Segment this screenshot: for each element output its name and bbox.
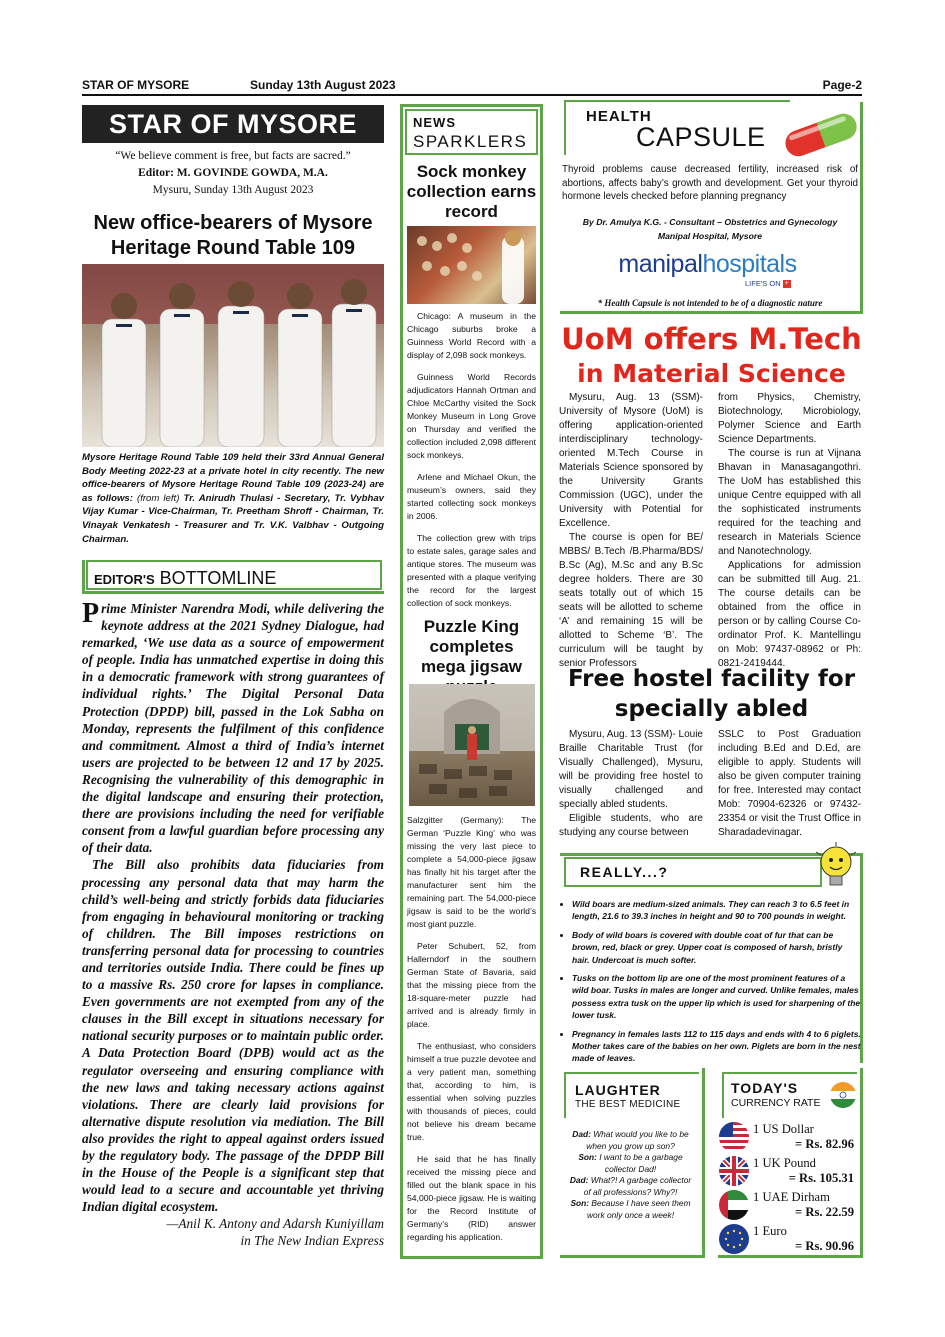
currency-label: TODAY'S xyxy=(731,1080,799,1096)
sparklers-label-box xyxy=(405,109,538,155)
editorial-label-editors: EDITOR'S xyxy=(94,572,155,587)
currency-row-eur xyxy=(718,1223,858,1257)
masthead-info xyxy=(82,148,384,199)
currency-value: = Rs. 82.96 xyxy=(795,1137,854,1151)
lead-caption-from-left: (from left) xyxy=(137,492,180,504)
editorial-dropcap: P xyxy=(82,598,100,629)
sparklers-label-news: NEWS xyxy=(413,115,456,130)
joke-text: What?! A garbage collector of all professions? Why?! xyxy=(583,1175,692,1197)
masthead-editor: Editor: M. GOVINDE GOWDA, M.A. xyxy=(138,167,328,179)
health-byline-hospital: Manipal Hospital, Mysore xyxy=(657,230,763,241)
header-page-number: Page-2 xyxy=(822,78,862,92)
uom-headline-1: UoM offers M.Tech xyxy=(561,322,862,356)
joke-line xyxy=(568,1129,693,1152)
page-header xyxy=(82,76,862,96)
india-flag-icon xyxy=(830,1082,856,1108)
really-item: • Wild boars are medium-sized animals. They can reach 3 to 6.5 feet in length, 21.6 to 39.3 inches in height and 90 to 700 pounds in weight. xyxy=(572,898,862,923)
currency-name: 1 UK Pound xyxy=(753,1156,816,1170)
masthead-motto: “We believe comment is free, but facts are sacred.” xyxy=(115,150,351,162)
hostel-column-2 xyxy=(718,728,861,840)
editorial-label xyxy=(94,568,276,589)
lead-photo xyxy=(82,264,384,447)
us-flag-icon xyxy=(719,1122,749,1152)
sock-story-body xyxy=(407,310,536,619)
joke-text: What would you like to be when you grow up son? xyxy=(586,1129,689,1151)
laughter-sublabel: THE BEST MEDICINE xyxy=(575,1099,681,1110)
plus-icon: + xyxy=(784,280,789,288)
sock-paragraph-1: Chicago: A museum in the Chicago suburbs broke a Guinness World Record with a display of 2,098 sock monkeys. xyxy=(407,311,536,360)
really-label: REALLY...? xyxy=(580,864,669,880)
sock-monkey-illustration xyxy=(407,226,536,304)
uom-paragraph-4: The course is run at Vijnana Bhavan in Manasagangothri. The UoM has established this unique Centre equipped with all the sophisticated instruments required for the teaching and research in Materials Science and Nanotechnology. xyxy=(718,448,861,557)
health-label-health: HEALTH xyxy=(586,108,652,125)
uom-column-1 xyxy=(559,391,703,671)
currency-row-usd xyxy=(718,1121,858,1155)
editorial-paragraph-1: rime Minister Narendra Modi, while delivering the keynote address at the 2021 Sydney Dialogue, had remarked, ‘We use data as a source of empowerment of people. India has unmatched expertise in doing this in a democratic framework with strong guarantees of individual rights.’ The Digital Personal Data Protection (DPDP) bill, passed in the Lok Sabha on Monday, represents the fulfilment of this confidence and commitment. Almost a third of India’s internet users are projected to be between 12 and 17 by 2025. Recognising the vulnerability of this demographic in the digital landscape and ensuring their protection, there are provisions including the need for verifiable consent from a lawful guardian before processing any of their data. xyxy=(82,601,384,856)
really-item: • Pregnancy in females lasts 112 to 115 days and ends with 4 to 6 piglets. Mother takes care of the babies on her own. Piglets are born in the nest made of leaves. xyxy=(572,1028,862,1065)
joke-speaker: Son: xyxy=(578,1152,597,1162)
currency-name: 1 UAE Dirham xyxy=(753,1190,830,1204)
health-disclaimer: * Health Capsule is not intended to be of a diagnostic nature xyxy=(597,298,823,308)
uk-flag-icon xyxy=(719,1156,749,1186)
joke-speaker: Dad: xyxy=(569,1175,589,1185)
sock-paragraph-4: The collection grew with trips to estate sales, garage sales and antique stores. The museum was presented with a plaque verifying the record for the largest collection of sock monkeys. xyxy=(407,533,536,608)
editorial-label-bottomline: BOTTOMLINE xyxy=(159,568,277,588)
lead-caption-names: Tr. Anirudh Thulasi - Secretary, Tr. Vybhav Vijay Kumar - Vice-Chairman, Tr. Preetham Shroff - Chairman, Tr. Vinayak Venkatesh - Treasurer and Tr. V.K. Valbhav - Outgoing Chairman. xyxy=(82,492,384,545)
manipal-tagline-text: LIFE'S ON xyxy=(745,279,781,288)
editorial-body xyxy=(82,600,384,1250)
header-date: Sunday 13th August 2023 xyxy=(250,78,396,92)
editorial-label-box xyxy=(82,560,384,594)
sock-headline: Sock monkey collection earns record xyxy=(406,162,537,221)
lead-headline: New office-bearers of Mysore Heritage Round Table 109 xyxy=(93,212,373,259)
puzzle-paragraph-1: Salzgitter (Germany): The German ‘Puzzle King’ who was missing the very last piece to complete a 54,000-piece jigsaw has finally hit his target after the manufacturer sent him the remaining part. The 54,000-piece jigsaw is said to be the world’s most giant puzzle. xyxy=(407,815,536,929)
hostel-paragraph-3: SSLC to Post Graduation including B.Ed and D.Ed, are eligible to apply. Students will also be given computer training for free. Interested may contact Mob: 70904-62326 or 97432-23354 or visit the Trust Office in Sharadadevinagar. xyxy=(718,729,861,838)
joke-speaker: Dad: xyxy=(572,1129,591,1139)
health-byline-doctor: By Dr. Amulya K.G. - Consultant – Obstetrics and Gynecology xyxy=(582,217,838,227)
laughter-label: LAUGHTER xyxy=(575,1082,661,1098)
puzzle-paragraph-2: Peter Schubert, 52, from Hallerndorf in the southern German State of Bavaria, said that the missing piece from the 18-square-meter puzzle had arrived and is already firmly in place. xyxy=(407,941,536,1029)
currency-sublabel: CURRENCY RATE xyxy=(731,1097,821,1109)
group-photo-figures xyxy=(82,264,384,447)
puzzle-story-body xyxy=(407,814,536,1253)
currency-value: = Rs. 105.31 xyxy=(788,1171,854,1185)
joke-line xyxy=(568,1198,693,1221)
really-item: • Tusks on the bottom lip are one of the most prominent features of a wild boar. Tusks in males are longer and curved. Unlike females, males possess extra tusk on the upper lip which is used for sharpening of the lower tusk. xyxy=(572,972,862,1022)
hostel-column-1 xyxy=(559,728,703,840)
currency-value: = Rs. 90.96 xyxy=(795,1239,854,1253)
currency-row-aed xyxy=(718,1189,858,1223)
joke-line xyxy=(568,1152,693,1175)
puzzle-paragraph-4: He said that he has finally received the missing piece and filled out the blank space in his 54,000-piece jigsaw. He is waiting for the Record Institute of Germany’s (RID) answer regarding his application. xyxy=(407,1154,536,1242)
sock-monkey-photo xyxy=(407,226,536,304)
uom-column-2 xyxy=(718,391,861,671)
puzzle-photo xyxy=(409,684,535,806)
masthead-dateline: Mysuru, Sunday 13th August 2023 xyxy=(152,184,314,196)
lightbulb-icon xyxy=(812,842,860,892)
editorial-paragraph-2: The Bill also prohibits data fiduciaries from processing any personal data that may harm the child’s well-being and strictly forbids data fiduciaries from engaging in behavioural monitoring or tracking of children. The Bill imposes restrictions on transferring personal data for processing to countries and territories outside India. There could be fines up to a massive Rs. 250 crore for lapses in compliance. Even governments are not exempted from any of the clauses in the Bill except in situations necessary for national security purposes or to maintain public order. A Data Protection Board (DPB) would act as the regulator overseeing and ensuring compliance with the new laws and taking necessary actions against violations. There are clearly laid provisions for alternative dispute resolution via mediation. The Bill also provides the right to appeal against orders issued by the regulatory body. The passage of the DPDP Bill in the House of the People is a significant step that would lead to a secure and accountable yet thriving Indian digital ecosystem. xyxy=(82,857,384,1215)
health-label-capsule: CAPSULE xyxy=(636,122,766,152)
manipal-logo-part1: manipal xyxy=(618,250,703,278)
manipal-logo xyxy=(600,250,815,279)
hostel-headline xyxy=(559,664,864,724)
capsule-pill-icon xyxy=(780,112,862,158)
uom-paragraph-5: Applications for admission can be submitted till Aug. 21. The course details can be obtained from the office in person or by calling Course Co-ordinator Prof. K. Mantellingu on Mob: 97437-08962 or Ph: 0821-2419444. xyxy=(718,560,861,669)
currency-row-gbp xyxy=(718,1155,858,1189)
puzzle-illustration xyxy=(409,684,535,806)
really-list xyxy=(560,898,862,1071)
editorial-signature xyxy=(82,1215,384,1249)
manipal-tagline xyxy=(745,279,791,288)
health-byline xyxy=(562,216,858,243)
puzzle-paragraph-3: The enthusiast, who considers himself a true puzzle devotee and a very patient man, something that, according to him, is essential when solving puzzles with thousands of pieces, could not believe his dream became true. xyxy=(407,1041,536,1142)
sparklers-label-sparklers: SPARKLERS xyxy=(413,132,528,151)
eu-flag-icon xyxy=(719,1224,749,1254)
lead-caption xyxy=(82,451,384,546)
hostel-paragraph-1: Mysuru, Aug. 13 (SSM)- Louie Braille Charitable Trust (for Visually Challenged), Mysuru, will be providing free hostel to visually challenged and specially abled students. xyxy=(559,729,703,810)
uom-paragraph-3: from Physics, Chemistry, Biotechnology, Microbiology, Polymer Science and Earth Science Departments. xyxy=(718,392,861,445)
editorial-source: in The New Indian Express xyxy=(240,1233,384,1249)
joke-speaker: Son: xyxy=(570,1198,590,1208)
health-text: Thyroid problems cause decreased fertility, increased risk of abortions, affects baby’s growth and development. Get your thyroid hormone levels checked before planning pregnancy xyxy=(562,164,858,202)
currency-name: 1 US Dollar xyxy=(753,1122,814,1136)
currency-name: 1 Euro xyxy=(753,1224,787,1238)
editorial-authors: —Anil K. Antony and Adarsh Kuniyillam xyxy=(166,1216,384,1232)
joke-line xyxy=(568,1175,693,1198)
really-item: • Body of wild boars is covered with double coat of fur that can be brown, red, black or grey. Upper coat is composed of harsh, bristly hair. Undercoat is much softer. xyxy=(572,929,862,966)
sock-paragraph-3: Arlene and Michael Okun, the museum’s owners, said they started collecting sock monkeys in 2006. xyxy=(407,472,536,521)
laughter-joke xyxy=(568,1129,693,1221)
hostel-headline-2: specially abled xyxy=(614,696,809,722)
hostel-paragraph-2: Eligible students, who are studying any course between xyxy=(559,813,703,838)
puzzle-headline: Puzzle King completes mega jigsaw xyxy=(420,617,523,676)
joke-text: Because I have seen them work only once a week! xyxy=(586,1198,691,1220)
uae-flag-icon xyxy=(719,1190,749,1220)
masthead-title: STAR OF MYSORE xyxy=(82,105,384,143)
uom-paragraph-2: The course is open for BE/ MBBS/ B.Tech /B.Pharma/BDS/ B.Sc (Ag), M.Sc and any B.Sc degree holders. There are 30 seats totally out of which 15 seats will be allotted to scheme ‘A’ and remaining 15 will be allotted to Scheme ‘B’. The curriculum will be taught by senior Professors xyxy=(559,532,703,669)
manipal-logo-part2: hospitals xyxy=(702,250,797,278)
currency-value: = Rs. 22.59 xyxy=(795,1205,854,1219)
currency-rows xyxy=(718,1121,858,1257)
hostel-headline-1: Free hostel facility for xyxy=(567,666,856,692)
uom-paragraph-1: Mysuru, Aug. 13 (SSM)- University of Mysore (UoM) is offering application-oriented interdisciplinary technology-oriented M.Tech Course in Materials Science sponsored by the University Grants Commission (UGC), under the University with Potential for Excellence. xyxy=(559,392,703,529)
joke-text: I want to be a garbage collector Dad! xyxy=(596,1152,683,1174)
uom-headline-2: in Material Science xyxy=(577,359,846,388)
lead-caption-text: Mysore Heritage Round Table 109 held their 33rd Annual General Body Meeting 2022-23 at a private hotel in city recently. The new office-bearers of Mysore Heritage Round Table 109 (2023-24) are as follows: xyxy=(82,452,384,504)
header-paper-name: STAR OF MYSORE xyxy=(82,78,190,92)
sock-paragraph-2: Guinness World Records adjudicators Hannah Ortman and Chloe McCarthy visited the Sock Monkey Museum in Long Grove on Thursday and verified the collection included 2,098 different sock monkeys. xyxy=(407,372,536,460)
